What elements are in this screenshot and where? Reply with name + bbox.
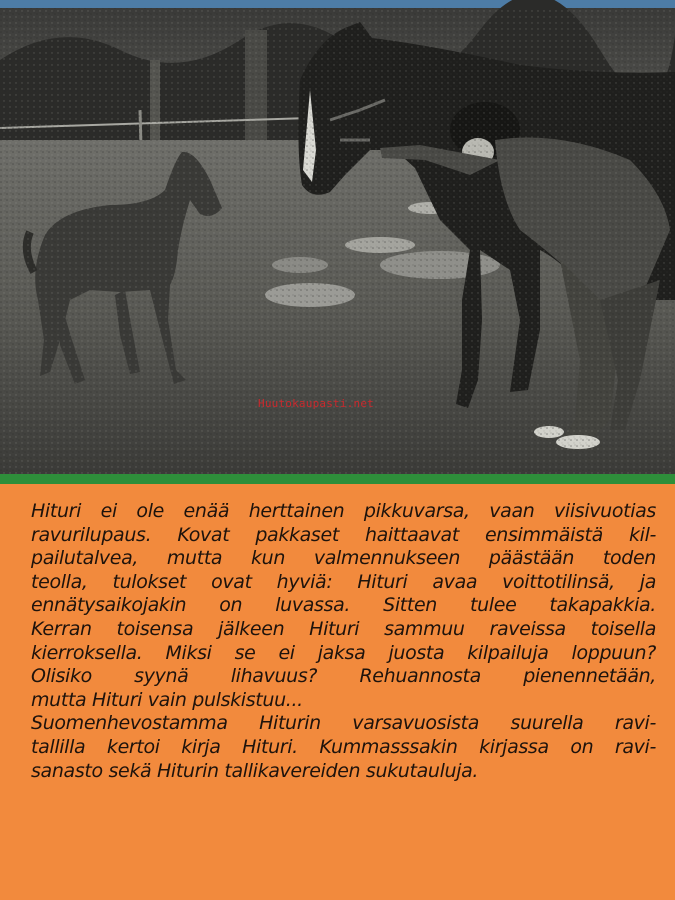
blurb-line: ravurilupaus. Kovat pakkaset haittaavat ensimmäistä kil-	[31, 523, 656, 546]
blurb-line: Suomenhevostamma Hiturin varsavuosista suurella ravi-	[31, 712, 656, 735]
blurb-line: sanasto sekä Hiturin tallikavereiden sukutauluja.	[31, 759, 479, 782]
blurb-line: kierroksella. Miksi se ei jaksa juosta kilpailuja loppuun?	[31, 641, 656, 664]
book-blurb	[31, 500, 656, 783]
blurb-line: Hituri ei ole enää herttainen pikkuvarsa, vaan viisivuotias	[31, 500, 656, 522]
blurb-line: tallilla kertoi kirja Hituri. Kummasssakin kirjassa on ravi-	[31, 735, 656, 758]
blurb-line: pailutalvea, mutta kun valmennukseen päästään toden	[31, 547, 656, 570]
blurb-line: teolla, tulokset ovat hyviä: Hituri avaa voittotilinsä, ja	[31, 570, 656, 593]
blurb-line: mutta Hituri vain pulskistuu...	[31, 688, 303, 711]
watermark-text: Huutokaupasti.net	[258, 397, 374, 410]
blurb-line: Olisiko syynä lihavuus? Rehuannosta pienennetään,	[31, 665, 656, 688]
blurb-line: Kerran toisensa jälkeen Hituri sammuu raveissa toisella	[31, 617, 656, 640]
green-divider-stripe	[0, 474, 675, 484]
blurb-line: ennätysaikojakin on luvassa. Sitten tulee takapakkia.	[31, 594, 656, 617]
